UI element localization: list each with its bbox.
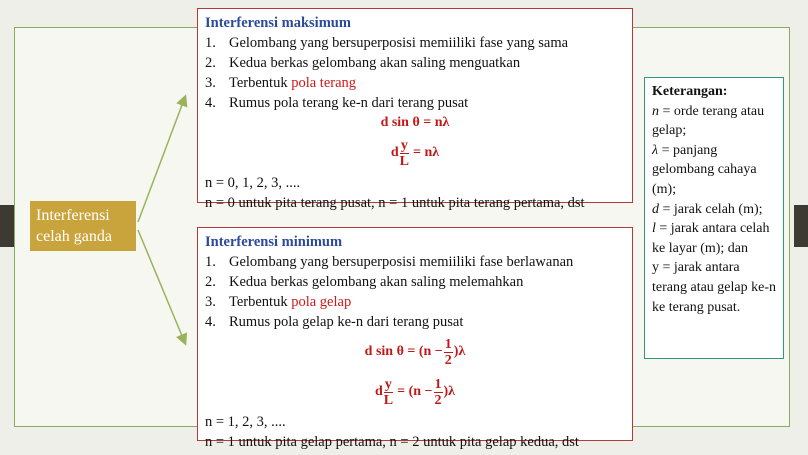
- keterangan-line: n = orde terang atau gelap;: [652, 103, 765, 139]
- n-values: n = 0, 1, 2, 3, ....: [205, 175, 301, 191]
- fraction: $\frac{y}{L}$: [383, 376, 394, 408]
- list-item: 4. Rumus pola gelap ke-n dari terang pusat: [205, 314, 464, 330]
- arrow-to-maksimum: [138, 97, 185, 222]
- minimum-title: Interferensi minimum: [205, 234, 343, 250]
- list-item: 2. Kedua berkas gelombang akan saling melemahkan: [205, 274, 524, 290]
- keterangan-title: Keterangan:: [652, 84, 728, 99]
- formula-minimum-1: d sin θ = (n − $\frac{1}{2}$ )λ: [364, 336, 466, 368]
- fraction: $\frac{1}{2}$: [434, 376, 442, 408]
- highlight-text: pola gelap: [291, 294, 352, 310]
- keterangan-line: y = jarak antara terang atau gelap ke-n ke terang pusat.: [652, 260, 776, 315]
- list-item: 1. Gelombang yang bersuperposisi memiiliki fase yang sama: [205, 35, 569, 51]
- formula-minimum-2: d $\frac{y}{L}$ = (n − $\frac{1}{2}$ )λ: [374, 376, 456, 408]
- fraction: $\frac{y}{L}$: [399, 137, 409, 169]
- formula-maksimum-1: d sin θ = nλ: [380, 115, 450, 130]
- maksimum-card: [197, 8, 633, 211]
- list-item: 4. Rumus pola terang ke-n dari terang pusat: [205, 95, 469, 111]
- keterangan-box: [644, 77, 784, 359]
- list-item: 3. Terbentuk pola terang: [205, 75, 357, 91]
- n-values: n = 1, 2, 3, ....: [205, 414, 286, 430]
- keterangan-line: λ = panjang gelombang cahaya (m);: [652, 142, 757, 197]
- keterangan-line: d = jarak celah (m);: [652, 201, 763, 217]
- list-item: 1. Gelombang yang bersuperposisi memiiliki fase berlawanan: [205, 254, 574, 270]
- maksimum-list: [205, 33, 625, 113]
- topic-label: Interferensi celah ganda: [30, 201, 136, 251]
- keterangan-line: l = jarak antara celah ke layar (m); dan: [652, 221, 770, 256]
- list-item: 2. Kedua berkas gelombang akan saling menguatkan: [205, 55, 521, 71]
- n-description: n = 1 untuk pita gelap pertama, n = 2 untuk pita gelap kedua, dst: [205, 434, 579, 450]
- formula-maksimum-2: d $\frac{y}{L}$ = nλ: [390, 137, 440, 169]
- maksimum-title: Interferensi maksimum: [205, 15, 351, 31]
- minimum-card: [197, 227, 633, 450]
- minimum-list: [205, 252, 625, 332]
- arrow-to-minimum: [138, 230, 185, 343]
- list-item: 3. Terbentuk pola gelap: [205, 294, 352, 310]
- fraction: $\frac{1}{2}$: [444, 336, 452, 368]
- highlight-text: pola terang: [291, 75, 357, 91]
- n-description: n = 0 untuk pita terang pusat, n = 1 untuk pita terang pertama, dst: [205, 195, 585, 211]
